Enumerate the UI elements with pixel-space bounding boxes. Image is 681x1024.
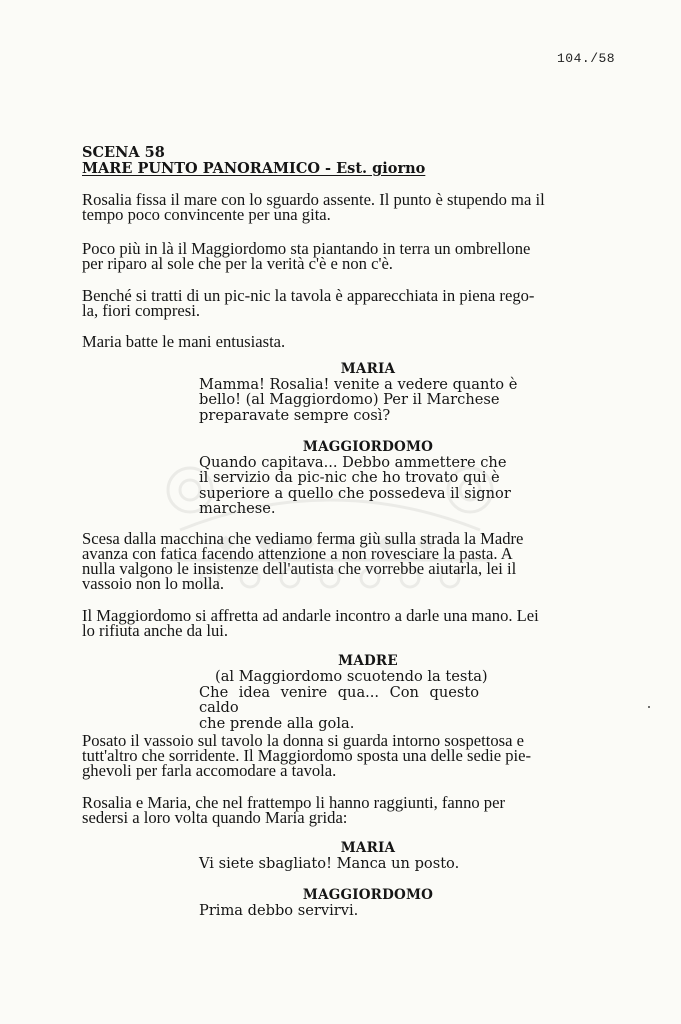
action-line: Rosalia fissa il mare con lo sguardo assente. Il punto è stupendo ma il: [82, 190, 545, 209]
action-paragraph: [82, 241, 659, 271]
action-line: vassoio non lo molla.: [82, 574, 224, 593]
action-paragraph: [82, 334, 659, 349]
action-line: Benché si tratti di un pic-nic la tavola è apparecchiata in piena rego-: [82, 286, 535, 305]
dialogue-line: Vi siete sbagliato! Manca un posto.: [199, 855, 460, 872]
character-name: MAGGIORDOMO: [302, 887, 434, 903]
character-name: MARIA: [340, 361, 396, 377]
action-line: avanza con fatica facendo attenzione a non rovesciare la pasta. A: [82, 544, 513, 563]
dialogue: [199, 377, 556, 423]
dialogue-line: preparavate sempre così?: [199, 406, 391, 424]
parenthetical: (al Maggiordomo scuotendo la testa): [215, 668, 488, 685]
page-number: 104./58: [557, 51, 616, 66]
character-name: MARIA: [340, 840, 396, 856]
dialogue-line: Prima debbo servirvi.: [199, 902, 359, 919]
character-name: MAGGIORDOMO: [302, 439, 434, 455]
dialogue: [199, 685, 479, 731]
scan-speck: [648, 706, 650, 708]
scene-heading: [82, 145, 425, 177]
action-paragraph: [82, 192, 659, 222]
action-line: Scesa dalla macchina che vediamo ferma giù sulla strada la Madre: [82, 529, 524, 548]
action-paragraph: [82, 288, 659, 318]
dialogue-line: Che idea venire qua... Con questo caldo: [199, 684, 479, 717]
action-paragraph: [82, 531, 659, 591]
action-paragraph: [82, 608, 659, 638]
scene-number: SCENA 58: [82, 144, 165, 161]
dialogue-line: marchese.: [199, 499, 276, 517]
action-line: ghevoli per farla accomodare a tavola.: [82, 761, 337, 780]
action-paragraph: [82, 733, 659, 778]
action-line: sedersi a loro volta quando Maria grida:: [82, 808, 348, 827]
scene-slugline: MARE PUNTO PANORAMICO - Est. giorno: [82, 160, 426, 177]
action-paragraph: [82, 795, 659, 825]
dialogue-line: Mamma! Rosalia! venite a vedere quanto è: [199, 376, 518, 393]
character-name: MADRE: [338, 653, 398, 669]
action-line: Rosalia e Maria, che nel frattempo li hanno raggiunti, fanno per: [82, 793, 505, 812]
action-line: Il Maggiordomo si affretta ad andarle incontro a darle una mano. Lei: [82, 606, 539, 625]
action-line: la, fiori compresi.: [82, 301, 200, 320]
dialogue-line: che prende alla gola.: [199, 714, 355, 732]
action-line: tempo poco convincente per una gita.: [82, 205, 331, 224]
dialogue-line: superiore a quello che possedeva il signor: [199, 484, 511, 502]
action-line: nulla valgono le insistenze dell'autista che vorrebbe aiutarla, lei il: [82, 559, 517, 578]
action-line: tutt'altro che sorridente. Il Maggiordomo sposta una delle sedie pie-: [82, 746, 532, 765]
action-line: Poco più in là il Maggiordomo sta piantando in terra un ombrellone: [82, 239, 531, 258]
action-line: Posato il vassoio sul tavolo la donna si guarda intorno sospettosa e: [82, 731, 524, 750]
action-line: lo rifiuta anche da lui.: [82, 621, 229, 640]
dialogue-line: bello! (al Maggiordomo) Per il Marchese: [199, 391, 500, 409]
dialogue-line: Quando capitava... Debbo ammettere che: [199, 454, 507, 471]
dialogue: [199, 856, 556, 871]
dialogue: [199, 903, 556, 918]
action-line: Maria batte le mani entusiasta.: [82, 332, 286, 351]
dialogue-line: il servizio da pic-nic che ho trovato qui è: [199, 469, 500, 487]
dialogue: [199, 455, 556, 516]
action-line: per riparo al sole che per la verità c'è e non c'è.: [82, 254, 393, 273]
